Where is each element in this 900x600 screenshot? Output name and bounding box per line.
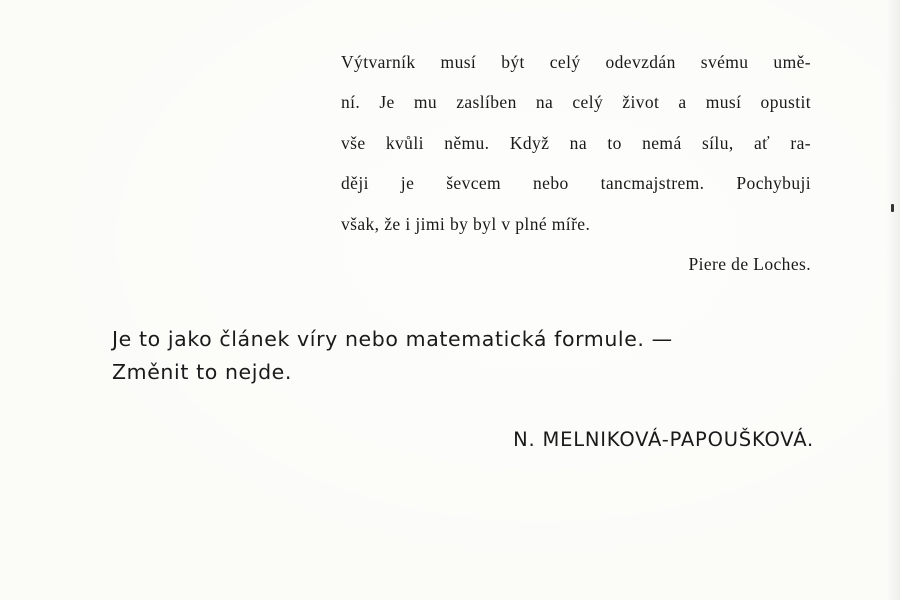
signature: N. MELNIKOVÁ-PAPOUŠKOVÁ.: [513, 428, 814, 451]
quote-line: Výtvarník musí být celý odevzdán svému umě-: [341, 52, 811, 72]
note-line: Změnit to nejde.: [112, 360, 293, 384]
note-line: Je to jako článek víry nebo matematická formule. —: [112, 327, 673, 351]
page-edge-mark: [891, 204, 894, 212]
quote-line: ní. Je mu zaslíben na celý život a musí opustit: [341, 92, 811, 112]
quote-line: však, že i jimi by byl v plné míře.: [341, 214, 591, 234]
quote-author: Piere de Loches.: [688, 254, 811, 274]
page-edge-shadow: [886, 0, 900, 600]
quote-line: ději je ševcem nebo tancmajstrem. Pochybuji: [341, 173, 811, 193]
quote-line: vše kvůli němu. Když na to nemá sílu, ať ra-: [341, 133, 811, 153]
